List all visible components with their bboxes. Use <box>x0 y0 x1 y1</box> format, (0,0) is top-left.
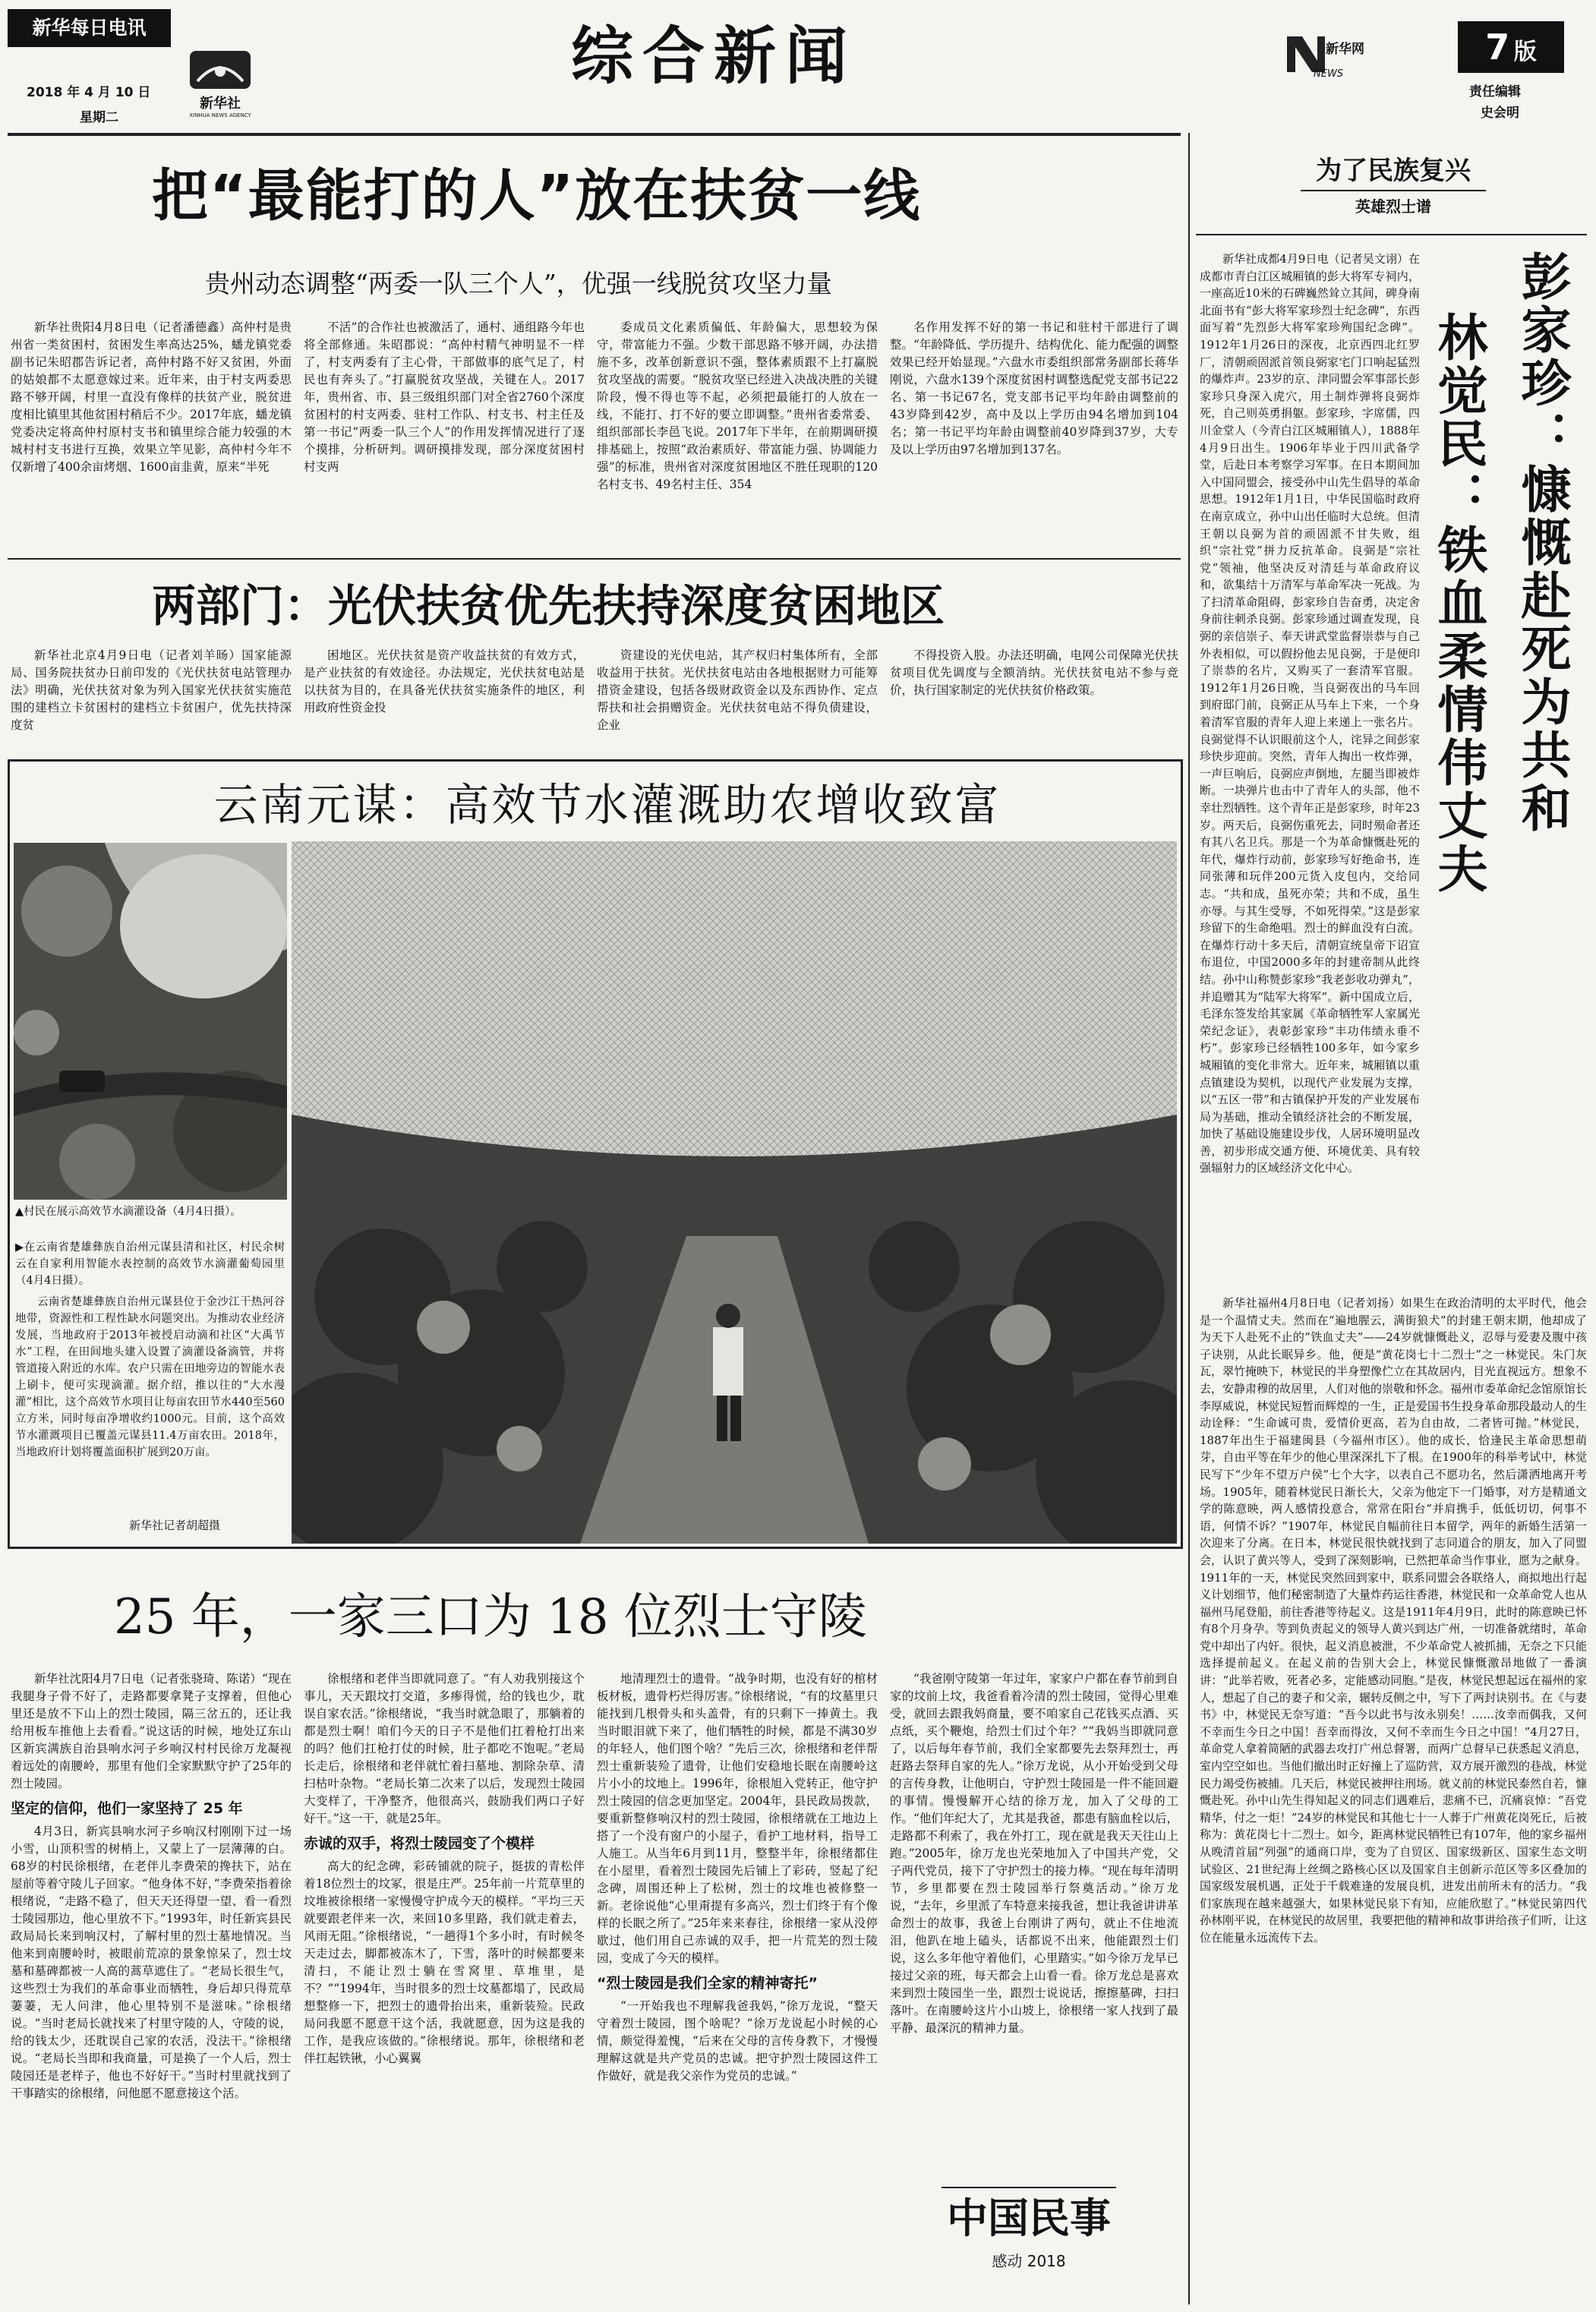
page-number: 7 <box>1485 27 1510 68</box>
article3-col2-body2: 高大的纪念碑，彩砖铺就的院子，挺拔的青松伴着18位烈士的坟冢，很是庄严。25年前一片荒草里的坟堆被徐根绪一家慢慢守护成今天的模样。“平均三天就要跟老伴来一次，来回10多里路，我们就走着去，风雨无阻。”徐根绪说，“一趟得1个多小时，有时候冬天走过去，脚都被冻木了，下雪，落叶的时候都要来清扫，不能让烈士躺在雪窝里、草堆里，是不？”“1994年，当时很多的烈士坟墓都塌了，民政局想整修一下，把烈士的遗骨抬出来，重新装殓。民政局问我愿不愿意干这个活，我就愿意，因为这是我的工作，是我应该做的。”徐根绪说。那年，徐根绪和老伴扛起铁锹，小心翼翼 <box>304 1859 585 2065</box>
article1-column-2: 不活”的合作社也被激活了，通村、通组路今年也将全部修通。朱昭郡说：“高仲村精气神明显不一样了，村支两委有了主心骨，干部做事的底气足了，村民也有奔头了。”打赢脱贫攻坚战，关键在人。2017年，贵州省、市、县三级组织部门对全省2760个深度贫困村的村支两委、驻村工作队、村支书、村主任及第一书记“两委一队三个人”的作用发挥情况进行了逐个摸排，分析研判。调研摸排发现，部分深度贫困村村支两 <box>304 320 585 474</box>
article3-col4-body: “我爸刚守陵第一年过年，家家户户都在春节前到自家的坟前上坟，我爸看着冷清的烈士陵园，觉得心里难受，就回去跟我妈商量，要不咱家自己花钱买点酒、买点纸，买个鞭炮，给烈士们过个年？”“我妈当即就同意了，以后每年春节前，我们全家都要先去祭拜烈士，再赶路去祭拜自家的先人。”徐万龙说，从小开始受到父母的言传身教，让他明白，守护烈士陵园是一件不能回避的事情。慢慢解开心结的徐万龙，加入了父母的工作。“他们年纪大了，尤其是我爸，都患有脑血栓以后，走路都不利索了，我在外打工，现在就是我天天往山上跑。”2005年，徐万龙也光荣地加入了中国共产党，父子两代党员，接下了守护烈士的接力棒。“现在每年清明节，乡里都要在烈士陵园举行祭奠活动。”徐万龙说，“去年，乡里派了车特意来接我爸，想让我爸讲讲革命烈士的故事，我爸上台刚讲了两句，就止不住地流泪，他趴在地上磕头，话都说不出来，他能跟烈士们说，这么多年他守着他们，心里踏实。”如今徐万龙早已接过父亲的班，每天都会上山看一看。徐万龙总是喜欢来到烈士陵园坐一坐，跟烈士说说话，擦擦墓碑，扫扫落叶。在南腰岭这片小山坡上，徐根绪一家人找到了最平静、最深沉的精神力量。 <box>890 1672 1178 2035</box>
xinhua-emblem-icon <box>186 47 254 93</box>
photo-story-headline: 云南元谋：高效节水灌溉助农增收致富 <box>213 779 1001 831</box>
article2-headline: 两部门：光伏扶贫优先扶持深度贫困地区 <box>152 580 945 632</box>
photo-hand-drip-device <box>14 843 287 1200</box>
footer-logo <box>942 2187 1116 2301</box>
sidebar-header <box>1200 152 1587 235</box>
issue-weekday: 星期二 <box>80 110 118 125</box>
article1-subhead: 贵州动态调整“两委一队三个人”，优强一线脱贫攻坚力量 <box>205 269 832 298</box>
article3-col2-body1: 徐根绪和老伴当即就同意了。“有人劝我别接这个事儿，天天跟坟打交道，多瘆得慌，给的钱也少，耽误自家农活。”徐根绪说，“我当时就急眼了，那躺着的都是烈士啊！咱们今天的日子不是他们扛着枪打出来的吗？他们扛枪打仗的时候，肚子都吃不饱呢。”老局长走后，徐根绪和老伴就忙着扫墓地、割除杂草、清扫枯叶杂物。“老局长第二次来了以后，发现烈士陵园大变样了，干净整齐，他很高兴，鼓励我们两口子好好干。”这一干，就是25年。 <box>304 1672 585 1825</box>
photo-story-body: 云南省楚雄彝族自治州元谋县位于金沙江干热河谷地带，资源性和工程性缺水问题突出。为推动农业经济发展，当地政府于2013年被授启动滴和社区“大禹节水”工程，在田间地头建入设置了滴灌设备滴管，并将管道接入附近的水库。农户只需在田地旁边的智能水表上刷卡，便可实现滴灌。据介绍，推以往的“大水漫灌”相比，这个高效节水项目让每亩农田节水440至560立方米，同时每亩净增收约1000元。目前，这个高效节水灌溉项目已覆盖元谋县11.4万亩农田。2018年，当地政府计划将覆盖面积扩展到20万亩。 <box>15 1296 285 1459</box>
article3-headline: 25 年，一家三口为 18 位烈士守陵 <box>114 1589 867 1645</box>
article3-column-3 <box>597 1670 878 2301</box>
page-unit: 版 <box>1513 39 1537 65</box>
footer-logo-sub: 感动 2018 <box>992 2252 1066 2270</box>
article2-column-2: 困地区。光伏扶贫是资产收益扶贫的有效方式，是产业扶贫的有效途径。办法规定，光伏扶贫电站是以扶贫为目的，在具备光伏扶贫实施条件的地区，利用政府性资金投 <box>304 648 585 714</box>
xinhuanet-logo-text: 新华网 <box>1326 42 1364 57</box>
article3-column-1 <box>11 1670 292 2301</box>
article2-column-3: 资建设的光伏电站，其产权归村集体所有，全部收益用于扶贫。光伏扶贫电站由各地根据财力可能筹措资金建设，包括各级财政资金以及东西协作、定点帮扶和社会捐赠资金。光伏扶贫电站不得负债建设，企业 <box>597 648 878 732</box>
xinhuanet-logo-sub: NEWS <box>1314 68 1344 80</box>
photo-caption-2: ▶在云南省楚雄彝族自治州元谋县清和社区，村民余树云在自家利用智能水表控制的高效节水滴灌葡萄园里（4月4日摄）。 <box>15 1241 285 1287</box>
article3-col2-subhead: 赤诚的双手，将烈士陵园变了个模样 <box>304 1835 535 1852</box>
section-title: 综合新闻 <box>570 21 856 93</box>
sidebar-header-sub: 英雄烈士谱 <box>1355 197 1431 216</box>
photo-credit: 新华社记者胡超摄 <box>129 1519 221 1532</box>
article1-column-1: 新华社贵阳4月8日电（记者潘德鑫）高仲村是贵州省一类贫困村，贫困发生率高达25%，蟠龙镇党委副书记朱昭郡告诉记者，高仲村路不好又贫困，外面的姑娘都不太愿意嫁过来。近年来，由于村支两委思路不够开阔，村里一直没有像样的扶贫产业，脱贫进度相比镇里其他贫困村稍后不少。2017年底，蟠龙镇党委决定将高仲村原村支书和镇里综合能力较强的木城村村支书进行互换，效果立竿见影，高仲村今年不仅新增了400余亩烤烟、1600亩韭黄，原来“半死 <box>11 320 292 474</box>
sidebar-header-title: 为了民族复兴 <box>1301 152 1486 191</box>
xinhuanet-logo <box>1283 30 1374 99</box>
article1-column-3: 委成员文化素质偏低、年龄偏大，思想较为保守，带富能力不强。少数干部思路不够开阔，办法措施不多，改革创新意识不强，整体素质跟不上打赢脱贫攻坚战的需要。“脱贫攻坚已经进入决战决胜的关键阶段，慢不得也等不起，必须把最能打的人放在一线，不能打、打不好的要立即调整。”贵州省委常委、组织部部长李邑飞说。2017年下半年，在前期调研摸排基础上，按照“政治素质好、带富能力强、协调能力强”的标准，贵州省对深度贫困地区不胜任现职的120名村支书、49名村主任、354 <box>597 320 878 491</box>
issue-date: 2018 年 4 月 10 日 <box>27 85 151 100</box>
article3-col1-body: 4月3日，新宾县响水河子乡响汉村刚刚下过一场小雪，山顶积雪的树梢上，又蒙上了一层薄薄的白。68岁的村民徐根绪，在老伴儿李费荣的搀扶下，站在屋前等着守陵儿子回家。“他身体不好，”李费荣指着徐根绪说，“走路不稳了，但天天还得望一望、看一看烈士陵园那边，他心里放不下。”1993年，时任新宾县民政局局长来到响汉村，了解村里的烈士墓地情况。当他来到南腰岭时，被眼前荒凉的景象惊呆了，烈士坟墓和墓碑都被一人高的蒿草遮住了。“老局长很生气，这些烈士为我们的革命事业而牺牲，身后却只得荒草萋萋，无人问津，他心里特别不是滋味。”徐根绪说。“当时老局长就找来了村里守陵的人，守陵的说，给的钱太少，还耽误自己家的农活，没法干。”徐根绪说。“老局长当即和我商量，可是换了一个人后，烈士陵园还是老样子，他也不好好干。”当时村里就找到了干事踏实的徐根绪，问他愿不愿意接这个活。 <box>11 1825 292 2100</box>
xinhua-logo-sub: XINHUA NEWS AGENCY <box>189 112 251 118</box>
sidebar-title-peng: 彭家珍：慷慨赴死为共和 <box>1512 251 1571 835</box>
article3-col3-body1: 地清理烈士的遗骨。“战争时期，也没有好的棺材板材板，遗骨朽烂得厉害。”徐根绪说，“有的坟墓里只能找到几根骨头和头盖骨，有的只剩下一捧黄土。我当时眼泪就下来了，他们牺牲的时候，都是不满30岁的年轻人，他们图个啥？”先后三次，徐根绪和老伴帮烈士重新装殓了遗骨，让他们安稳地长眠在南腰岭这片小小的坟地上。1996年，徐根旭入党转正，他守护烈士陵园的信念更加坚定。2004年，县民政局拨款，要重新整修响汉村的烈士陵园，徐根绪就在工地边上搭了一个没有窗户的小屋子，看护工地材料，指导工人施工。从当年6月到11月，整整半年，徐根绪都住在小屋里，看着烈士陵园先后铺上了彩砖，竖起了纪念碑，周围还种上了松树，烈士的坟堆也被修整一新。老徐说他“心里甭提有多高兴，烈士们终于有个像样的长眠之所了。”25年来来春往，徐根绪一家从没停歇过，他们用自己赤诚的双手，把一片荒芜的烈士陵园，变成了今天的模样。 <box>597 1672 878 1965</box>
article2-column-4: 不得投资入股。办法还明确，电网公司保障光伏扶贫项目优先调度与全额消纳。光伏扶贫电站不参与竞价，执行国家制定的光伏扶贫价格政策。 <box>890 648 1178 697</box>
article2-column-1: 新华社北京4月9日电（记者刘羊旸）国家能源局、国务院扶贫办日前印发的《光伏扶贫电站管理办法》明确，光伏扶贫对象为列入国家光伏扶贫实施范围的建档立卡贫困村的建档立卡贫困户，优先扶持深度贫 <box>11 648 292 732</box>
masthead-left <box>8 9 258 131</box>
article1-column-4: 名作用发挥不好的第一书记和驻村干部进行了调整。“年龄降低、学历提升、结构优化、能力配强的调整效果已经开始显现。”六盘水市委组织部常务副部长蒋华刚说，六盘水139个深度贫困村调整选配党支部书记22名、第一书记67名，党支部书记平均年龄由调整前的43岁降到42岁，高中及以上学历由94名增加到104名；第一书记平均年龄由调整前40岁降到37岁，大专及以上学历由97名增加到137名。 <box>890 320 1178 456</box>
article3-col1-intro: 新华社沈阳4月7日电（记者张骁琦、陈诺）“现在我腿身子骨不好了，走路都要拿凳子支撑着，但他心里还是放不下山上的烈士陵园，隔三岔五的，还让我给用板车推他上去看看。”说这话的时候，地处辽东山区新宾满族自治县响水河子乡响汉村村民徐万龙凝视着远处的南腰岭，那里有他们全家默默守护了25年的烈士陵园。 <box>11 1672 292 1790</box>
xinhua-logo-text: 新华社 <box>200 96 241 112</box>
article1-headline: 把“最能打的人”放在扶贫一线 <box>152 163 922 229</box>
article3-col1-subhead: 坚定的信仰，他们一家坚持了 25 年 <box>11 1800 243 1817</box>
photo-vineyard-greenhouse <box>292 841 1177 1544</box>
sidebar-body-lin: 新华社福州4月8日电（记者刘扬）如果生在政治清明的太平时代，他会是一个温情丈夫。然而在“遍地腥云，满街狼犬”的封建王朝末期，他却成了为天下人赴死不止的“铁血丈夫”——24岁就慷慨赴义，忍辱与爱妻及腹中孩子诀别，从此长眠异乡。他，便是“黄花岗七十二烈士”之一林觉民。朱门灰瓦，翠竹掩映下，林觉民的半身塑像伫立在其故居内，目光直视远方。想象不去，安静肃穆的故居里，人们对他的崇敬和怀念。福州市委革命纪念馆原馆长李厚威说，林觉民短暂而辉煌的一生，正是爱国书生投身革命那段最动人的生动诠释：“生命诚可贵，爱情价更高，若为自由故，二者皆可抛。”林觉民，1887年出生于福建闽县（今福州市区）。他的成长，恰逢民主革命思想萌芽，自由平等在年少的他心里深深扎下了根。在1900年的科举考试中，林觉民写下“少年不望万户侯”七个大字，以表自己不愿功名，然后潇洒地离开考场。1905年，随着林觉民日渐长大，父亲为他定下一门婚事，对方是精通文学的陈意映，两人感情投意合，常常在阳台“并肩携手，低低切切，何事不语，何情不诉？”1907年，林觉民自幅前往日本留学，两年的新婚生活第一次迎来了分离。在日本，林觉民很快就找到了志同道合的朋友，加入了同盟会，认识了黄兴等人，受到了深刻影响，已然把革命当作事业，愿为之献身。1911年的一天，林觉民突然回到家中，联系同盟会各联络人，商拟地出行起义计划细节，他们秘密制造了大量炸药运往香港，林觉民和一众革命党人也从福州马尾登船，前往香港等待起义。这是1911年4月9日，此时的陈意映已怀有8个月身孕。等到负责起义的领导人黄兴到达广州，一切准备就绪时，革命党中却出了内奸。很快，起义消息被泄，不少革命党人被抓捕，无奈之下只能选择提前起义。在起义前的告别大会上，林觉民慷慨激昂地做了一番演讲：“此举若败，死者必多，定能感动同胞。”是夜，林觉民想起远在福州的家人，想起了自己的妻子和父亲，辗转反侧之中，写下了两封诀别书。在《与妻书》中，林觉民无奈写道：“吾今以此书与汝永别矣！……汝幸而偶我，又何不幸而生今日之中国！吾幸而得汝，又何不幸而生今日之中国！”4月27日，革命党人拿着简陋的武器去攻打广州总督署，而两广总督早已获悉起义消息，室内空空如也。当他们撤出时正好撞上了巡防营，双方展开激烈的巷战，林觉民力竭受伤被捕。几天后，林觉民被押往刑场。就义前的林觉民泰然自若，慷慨赴死。孙中山先生得知起义的同志们遇难后，悲痛不已，沉痛哀悼：“吾党精华，付之一炬！”24岁的林觉民和其他七十一人葬于广州黄花岗死丘，后被称为：黄花岗七十二烈士。如今，距离林觉民牺牲已有107年，他的家乡福州从晚清首届“列强”的通商口岸，变为了自贸区、国家级新区、国家生态文明试验区、21世纪海上丝绸之路核心区以及国家自主创新示范区等多区叠加的国家级发展机遇，正处于千载难逢的发展良机，进发出前所未有的活力。“我们家族现在越来越强大，如果林觉民泉下有知，应能欣慰了。”林觉民第四代孙林刚平说，在林觉民的故居里，我要把他的精神和故事讲给孩子们听，让这位在能量永远流传下去。 <box>1200 1296 1587 1945</box>
page-number-box <box>1458 21 1564 73</box>
sidebar-body-peng: 新华社成都4月9日电（记者吴文诩）在成都市青白江区城厢镇的彭大将军专祠内，一座高近10米的石碑巍然耸立其间，碑身南北面书有“彭大将军家珍烈士纪念碑”，东西面写着“先烈彭大将军家珍殉国纪念碑”。1912年1月26日的深夜，北京西四北红罗厂，清朝顽固派首领良弼家宅门口响起猛烈的爆炸声。23岁的京、津同盟会军事部长彭家珍只身深入虎穴，用土制炸弹将良弼炸死，自己则英勇捐躯。彭家珍，字席儒，四川金堂人（今青白江区城厢镇人），1888年4月9日出生。1906年毕业于四川武备学堂，后赴日本考察学习军事。在日本期间加入中国同盟会，接受孙中山先生倡导的革命思想。1912年1月1日，中华民国临时政府在南京成立，孙中山出任临时大总统。但清王朝以良弼为首的顽固派不甘失败，组织“宗社党”拼力反抗革命。良弼是“宗社党”领袖，他坚决反对清廷与革命政府议和，欲集结十万清军与革命军决一死战。为了扫清革命阻碍，彭家珍自告奋勇，决定舍身前往刺杀良弼。彭家珍通过调查发现，良弼的亲信崇子、奉天讲武堂监督崇恭与自己外表相似，可以假扮他去见良弼，于是便印了崇恭的名片，又购买了一套清军官服。1912年1月26日晚，当良弼夜出的马车回到府邸门前，良弼正从马车上下来，一个身着清军官服的青年人迎上来递上一张名片。良弼觉得不认识眼前这个人，诧异之间彭家珍快步迎前。突然，青年人掏出一枚炸弹，一声巨响后，良弼应声倒地，左腿当即被炸断。一块弹片也击中了青年人的头部，他不幸壮烈牺牲。这个青年正是彭家珍，时年23岁。两天后，良弼伤重死去，同时殒命者还有其八名卫兵。那是一个为革命慷慨赴死的年代，爆炸行动前，彭家珍写好绝命书，连同张薄和玩伴200元货入皮包内，交给同志。“共和成，虽死亦荣；共和不成，虽生亦辱。与其生受辱，不如死得荣。”这是彭家珍留下的生命绝唱。烈士的鲜血没有白流。在爆炸行动十多天后，清朝宣统皇帝下诏宣布退位，中国2000多年的封建帝制从此终结。孙中山称赞彭家珍“我老彭收功弹丸”，并追赠其为“陆军大将军”。新中国成立后，毛泽东签发给其家属《革命牺牲军人家属光荣纪念证》，表彰彭家珍“丰功伟绩永垂不朽”。彭家珍已经牺牲100多年，如今家乡城厢镇的变化非常大。近年来，城厢镇以重点镇建设为契机，以现代产业发展为支撑，以“五区一带”和古镇保护开发的产业发展布局为基础，推动全镇经济社会的不断发展，加快了基础设施建设步伐，人居环境明显改善，初步形成交通方便、环境优美、具有较强辐射力的区域经济文化中心。 <box>1200 252 1420 1175</box>
editor-name: 史会明 <box>1481 106 1519 121</box>
article3-column-4 <box>890 1670 1178 2172</box>
footer-logo-main: 中国民事 <box>942 2187 1116 2249</box>
article3-col3-subhead: “烈士陵园是我们全家的精神寄托” <box>597 1975 818 1992</box>
article3-column-2 <box>304 1670 585 2301</box>
article3-col3-body2: “一开始我也不理解我爸我妈，”徐万龙说，“整天守着烈士陵园，图个啥呢？”徐万龙说起小时候的心情，颇觉得羞愧，“后来在父母的言传身教下，才慢慢理解这就是共产党员的忠诚。把守护烈士陵园这件工作做好，就是我父亲作为党员的忠诚。” <box>597 1999 878 2083</box>
paper-name: 新华每日电讯 <box>8 9 171 47</box>
sidebar-title-lin: 林觉民：铁血柔情伟丈夫 <box>1429 311 1487 896</box>
editor-label: 责任编辑 <box>1469 84 1521 99</box>
photo-caption-1: ▲村民在展示高效节水滴灌设备（4月4日摄）。 <box>15 1206 241 1218</box>
xinhua-logo <box>178 47 262 118</box>
